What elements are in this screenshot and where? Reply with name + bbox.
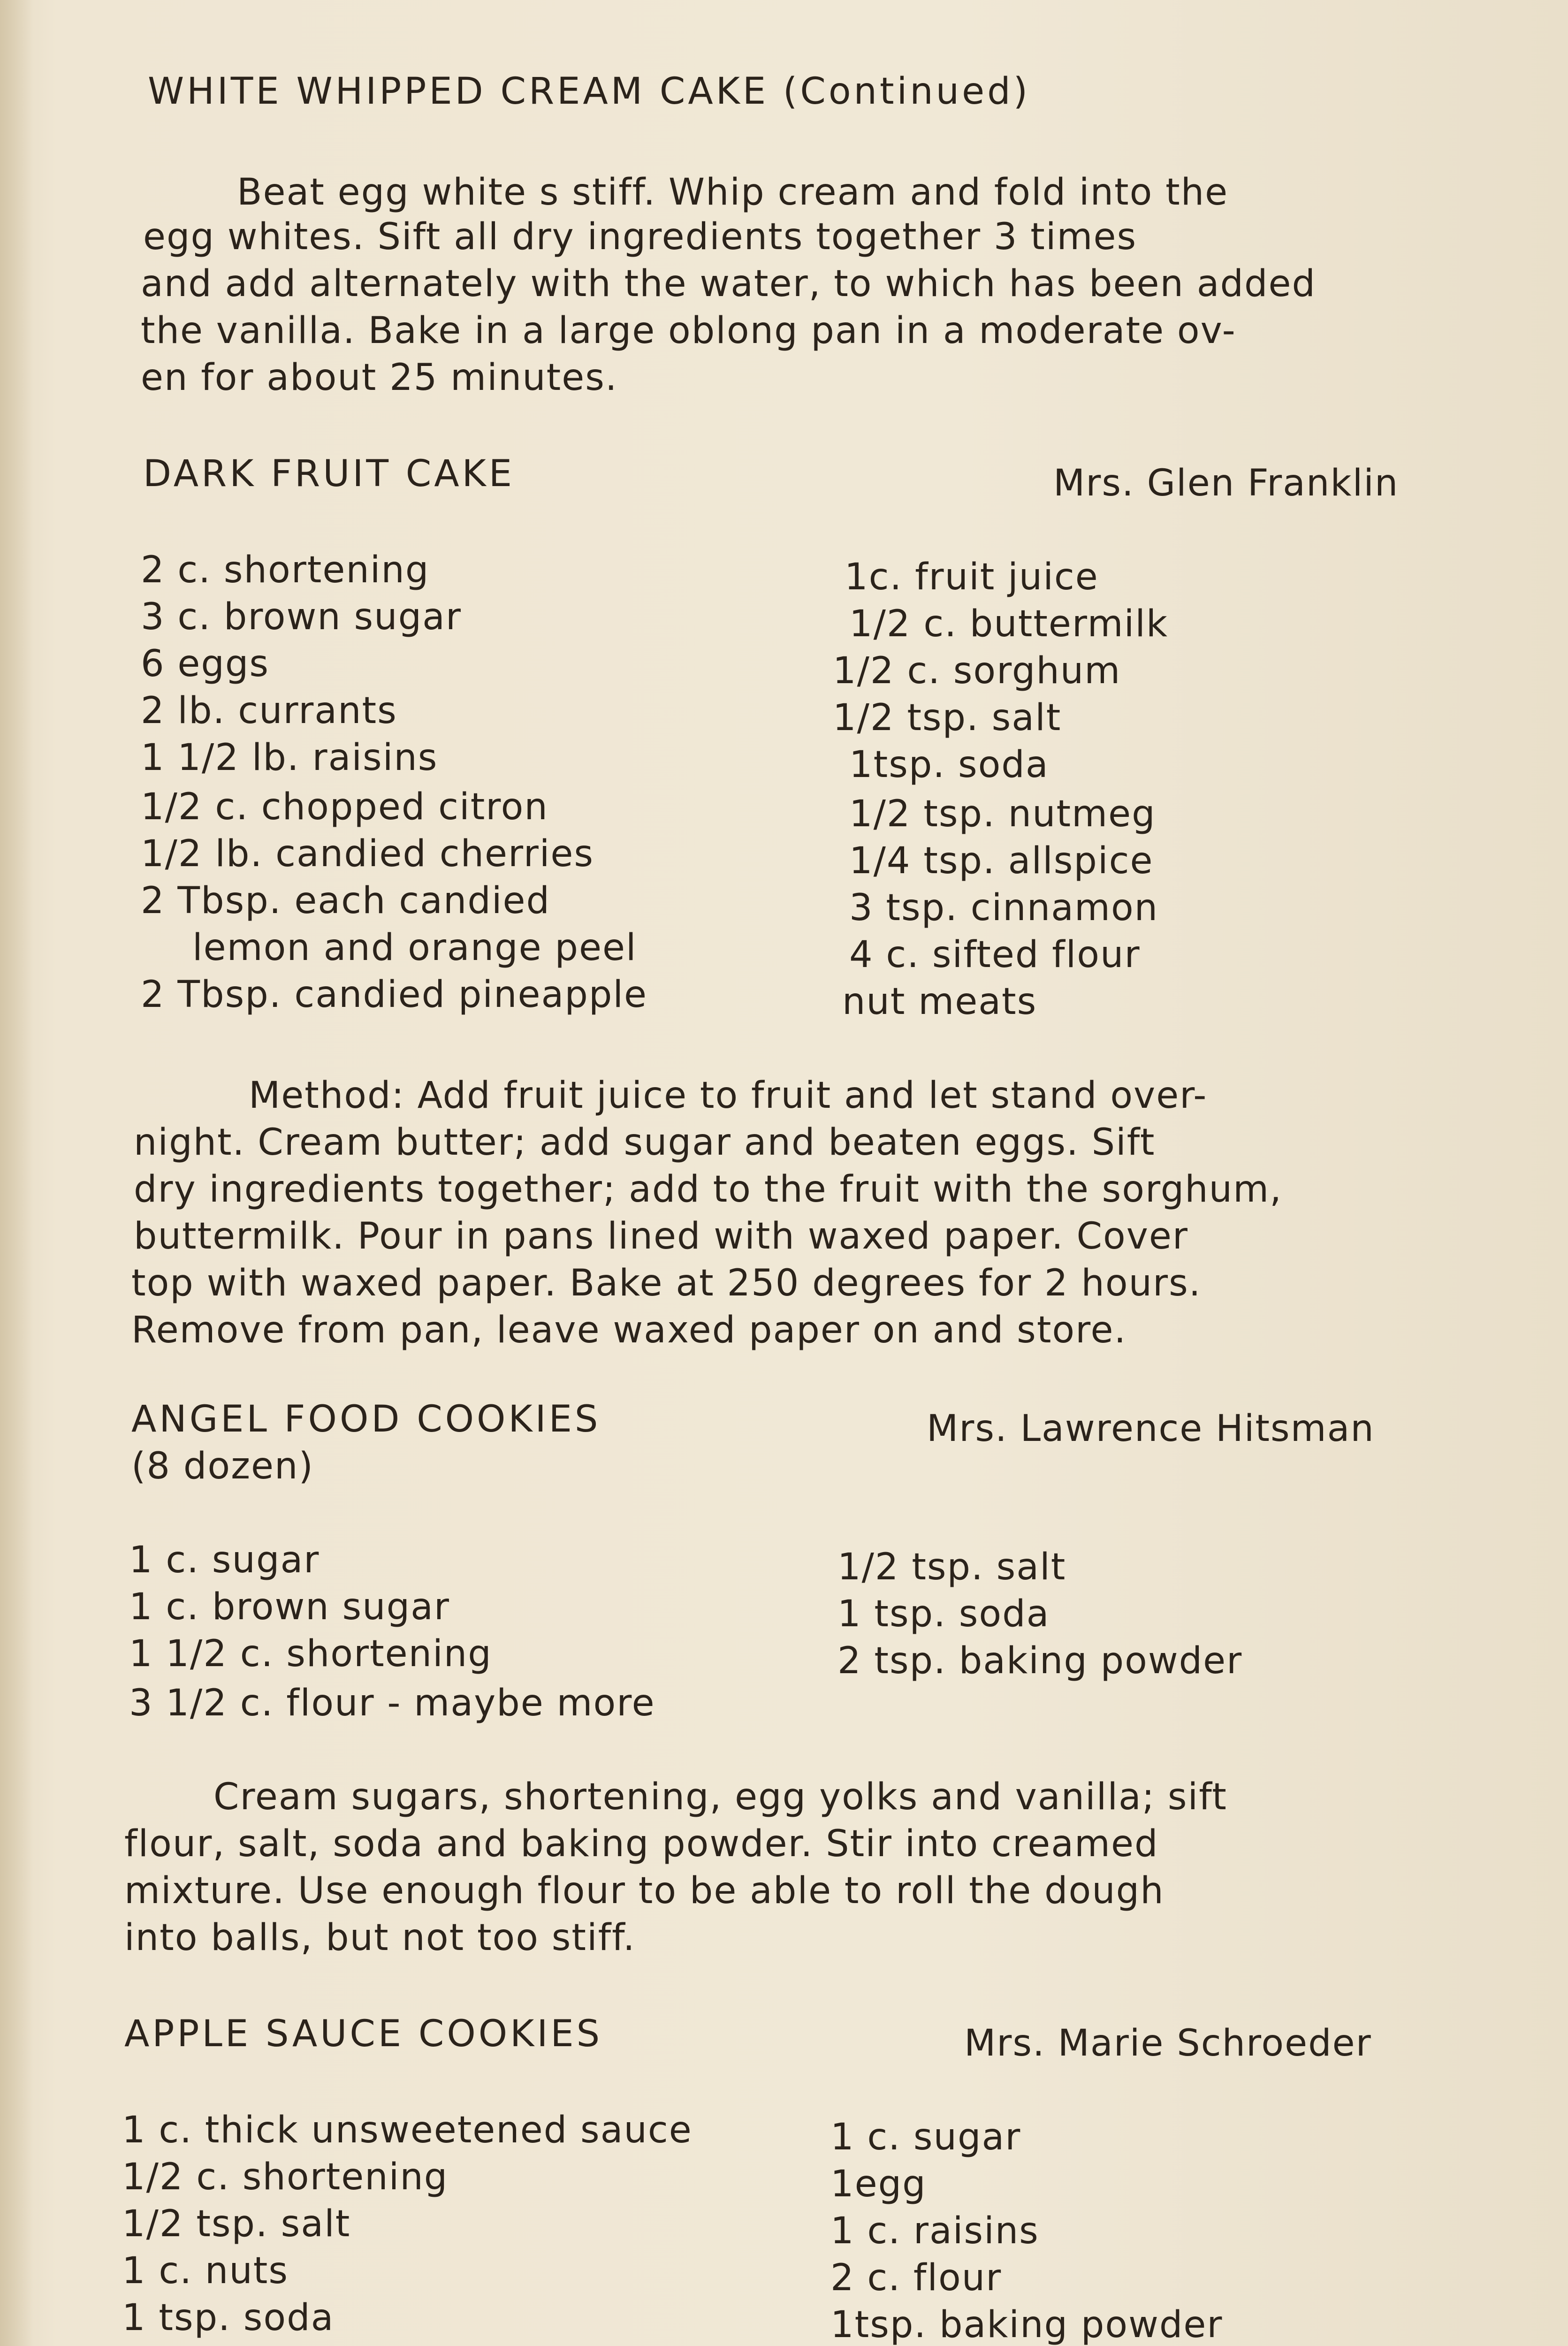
method-line: night. Cream butter; add sugar and beaten eggs. Sift [134,1121,1156,1164]
ingredient-item: 1 c. thick unsweetened sauce [122,2109,693,2151]
method-line: Remove from pan, leave waxed paper on and store. [131,1309,1127,1351]
method-line: into balls, but not too stiff. [124,1917,636,1959]
ingredient-item: 1 1/2 lb. raisins [141,737,438,779]
paragraph-line: egg whites. Sift all dry ingredients together 3 times [143,216,1137,258]
recipe-title-angel-food-cookies: ANGEL FOOD COOKIES [131,1398,601,1440]
paragraph-line: the vanilla. Bake in a large oblong pan in a moderate ov- [141,310,1236,352]
recipe-author: Mrs. Lawrence Hitsman [927,1408,1375,1450]
method-line: dry ingredients together; add to the fruit with the sorghum, [134,1168,1282,1211]
method-line: top with waxed paper. Bake at 250 degrees for 2 hours. [131,1262,1202,1304]
ingredient-item: 4 c. sifted flour [849,934,1141,976]
ingredient-item: 2 tsp. baking powder [837,1640,1243,1682]
ingredient-item: 3 1/2 c. flour - maybe more [129,1682,655,1724]
method-line: Method: Add fruit juice to fruit and let stand over- [249,1074,1208,1117]
ingredient-item: 1 c. sugar [830,2116,1021,2158]
recipe-title-apple-sauce-cookies: APPLE SAUCE COOKIES [124,2013,603,2055]
ingredient-item: 1/2 tsp. salt [122,2203,351,2245]
ingredient-item: 1/2 tsp. salt [837,1546,1066,1588]
ingredient-item: lemon and orange peel [192,927,637,969]
method-line: mixture. Use enough flour to be able to roll the dough [124,1870,1165,1912]
ingredient-item: 1/2 c. sorghum [833,650,1121,692]
ingredient-item: 2 c. flour [830,2257,1002,2299]
ingredient-item: 1 1/2 c. shortening [129,1633,492,1675]
recipe-title-dark-fruit-cake: DARK FRUIT CAKE [143,453,515,495]
ingredient-item: 1/2 c. buttermilk [849,603,1169,645]
ingredient-item: 1/2 c. shortening [122,2156,449,2198]
ingredient-item: nut meats [842,981,1037,1023]
ingredient-item: 1/2 tsp. salt [833,697,1062,739]
method-line: flour, salt, soda and baking powder. Stir into creamed [124,1823,1159,1865]
recipe-subtitle: (8 dozen) [131,1445,314,1487]
paragraph-line: and add alternately with the water, to which has been added [141,263,1317,305]
ingredient-item: 1/2 tsp. nutmeg [849,793,1156,835]
ingredient-item: 1tsp. baking powder [830,2304,1223,2346]
ingredient-item: 1 c. brown sugar [129,1586,450,1628]
ingredient-item: 3 tsp. cinnamon [849,887,1159,929]
ingredient-item: 2 lb. currants [141,690,397,732]
ingredient-item: 6 eggs [141,643,270,685]
ingredient-item: 1tsp. soda [849,744,1049,786]
paragraph-line: en for about 25 minutes. [141,357,618,399]
ingredient-item: 1egg [830,2163,927,2205]
ingredient-item: 1 tsp. soda [122,2297,335,2339]
ingredient-item: 1/2 lb. candied cherries [141,833,594,875]
method-line: buttermilk. Pour in pans lined with waxed paper. Cover [134,1215,1188,1257]
ingredient-item: 2 Tbsp. candied pineapple [141,974,647,1016]
ingredient-item: 2 c. shortening [141,549,430,591]
recipe-author: Mrs. Glen Franklin [1053,462,1399,504]
page-edge-shadow [0,0,33,2346]
ingredient-item: 2 Tbsp. each candied [141,880,551,922]
ingredient-item: 1 tsp. soda [837,1593,1050,1635]
ingredient-item: 1c. fruit juice [845,556,1099,598]
paragraph-line: Beat egg white s stiff. Whip cream and fold into the [237,171,1229,213]
recipe-title-white-whipped-cream-cake: WHITE WHIPPED CREAM CAKE (Continued) [148,70,1031,113]
ingredient-item: 1 c. nuts [122,2250,289,2292]
ingredient-item: 3 c. brown sugar [141,596,462,638]
ingredient-item: 1 c. raisins [830,2210,1039,2252]
ingredient-item: 1/4 tsp. allspice [849,840,1154,882]
recipe-author: Mrs. Marie Schroeder [964,2022,1372,2064]
method-line: Cream sugars, shortening, egg yolks and vanilla; sift [213,1776,1227,1818]
ingredient-item: 1 c. sugar [129,1539,320,1581]
ingredient-item: 1/2 c. chopped citron [141,786,548,828]
